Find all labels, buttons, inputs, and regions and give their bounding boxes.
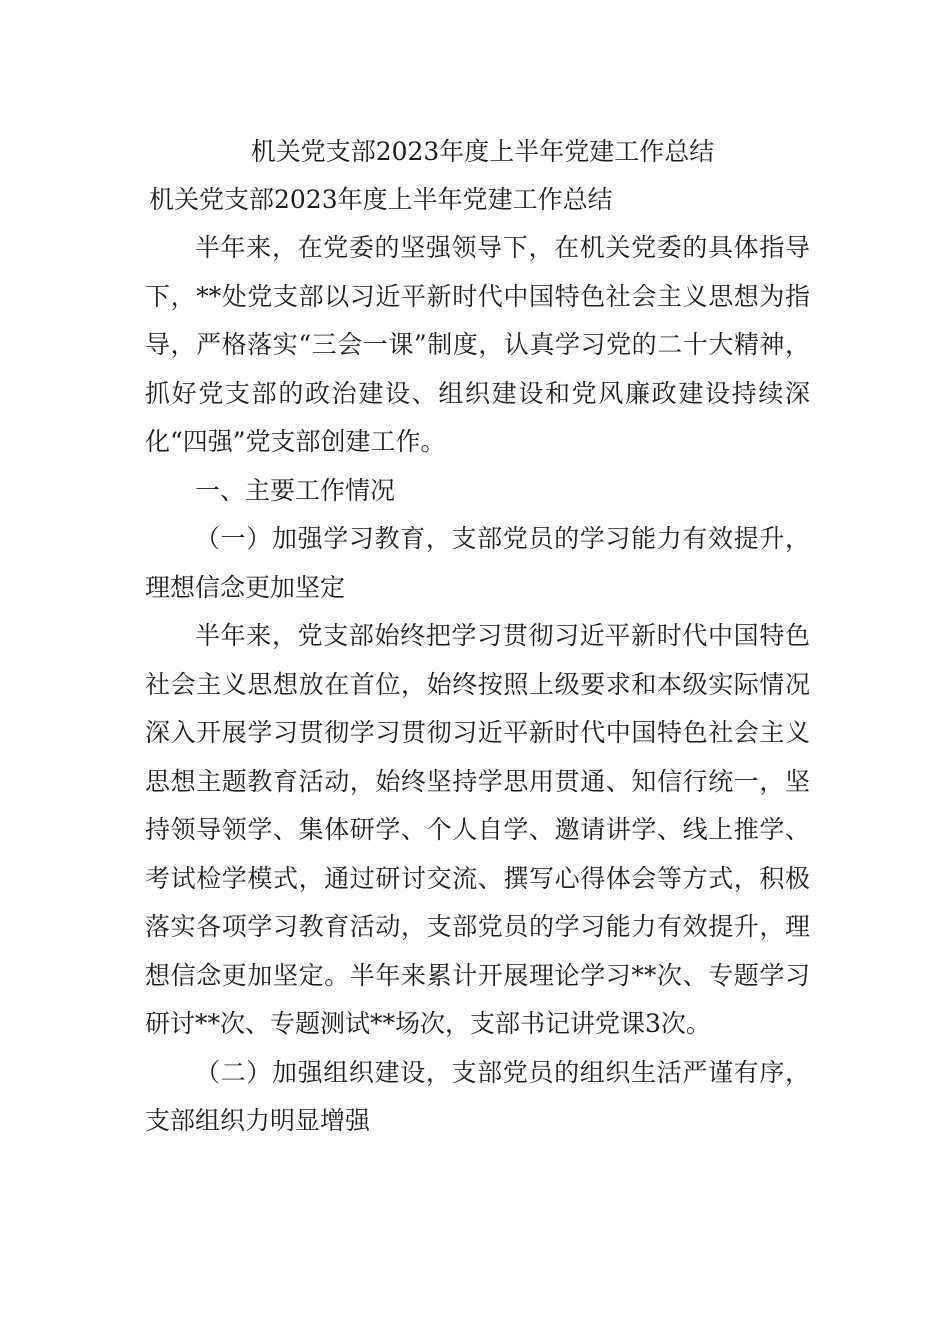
section-heading-main-work: 一、主要工作情况 <box>195 475 396 505</box>
study-paragraph: 半年来，党支部始终把学习贯彻习近平新时代中国特色社会主义思想放在首位，始终按照上级要求和本级实际情况深入开展学习贯彻学习贯彻习近平新时代中国特色社会主义思想主题教育活动，始终坚持学思用贯通、知信行统一，坚持领导领学、集体研学、个人自学、邀请讲学、线上推学、考试检学模式，通过研讨交流、撰写心得体会等方式，积极落实各项学习教育活动，支部党员的学习能力有效提升，理想信念更加坚定。半年来累计开展理论学习**次、专题学习研讨**次、专题测试**场次，支部书记讲党课3次。 <box>145 621 810 1038</box>
document-title: 机关党支部2023年度上半年党建工作总结 <box>250 137 715 166</box>
document-subtitle: 机关党支部2023年度上半年党建工作总结 <box>149 185 613 214</box>
subsection-heading-study: （一）加强学习教育，支部党员的学习能力有效提升，理想信念更加坚定 <box>145 524 810 602</box>
intro-paragraph: 半年来，在党委的坚强领导下，在机关党委的具体指导下，**处党支部以习近平新时代中国特色社会主义思想为指导，严格落实“三会一课”制度，认真学习党的二十大精神，抓好党支部的政治建设、组织建设和党风廉政建设持续深化“四强”党支部创建工作。 <box>145 233 810 456</box>
document-page <box>145 128 810 1146</box>
subsection-heading-organization: （二）加强组织建设，支部党员的组织生活严谨有序，支部组织力明显增强 <box>145 1057 810 1135</box>
